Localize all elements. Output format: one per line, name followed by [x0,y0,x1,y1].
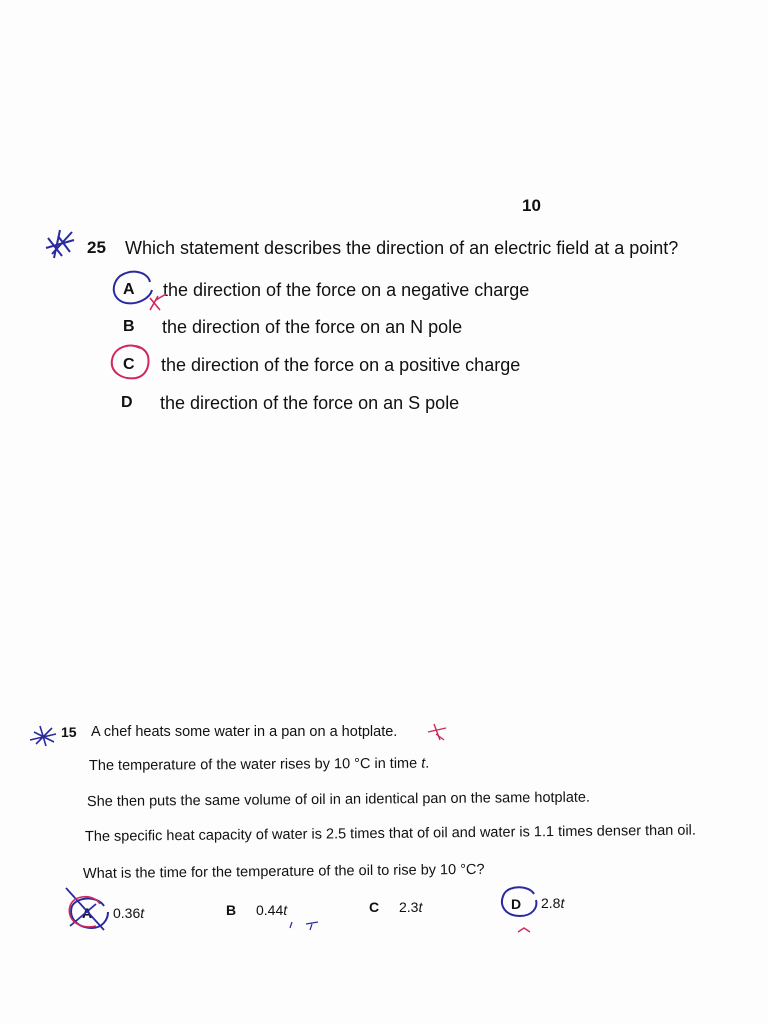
answer-a-letter: A [82,905,93,921]
question-15-line-5: What is the time for the temperature of the oil to rise by 10 °C? [82,861,485,882]
question-25-number: 25 [87,238,106,257]
option-c-text: the direction of the force on a positive charge [161,355,521,375]
option-d-letter: D [121,394,133,411]
option-d-text: the direction of the force on an S pole [160,393,460,413]
option-c-letter: C [123,356,135,373]
answer-c-value: 2.3t [399,899,423,915]
q15-red-doodle [428,724,446,740]
answer-b-letter: B [226,902,237,918]
q15-star-doodle [30,726,56,746]
tick-under-answer-b-mark [290,922,318,930]
answer-b-value: 0.44t [256,902,288,918]
answer-d-value: 2.8t [541,895,565,911]
page-number: 10 [522,196,541,215]
question-25-stem: Which statement describes the direction of an electric field at a point? [125,238,679,258]
question-15-line-2: The temperature of the water rises by 10 °C in time t. [88,755,430,774]
option-b-letter: B [123,318,135,335]
answer-a-value: 0.36t [113,905,145,921]
option-b-text: the direction of the force on an N pole [162,317,463,337]
answer-d-letter: D [511,896,522,912]
option-a-letter: A [123,281,135,298]
question-15-line-3: She then puts the same volume of oil in an identical pan on the same hotplate. [86,789,591,810]
question-15-line-4: The specific heat capacity of water is 2.5 times that of oil and water is 1.1 times denser than oil. [84,822,696,845]
red-mark-under-answer-d [518,928,530,932]
question-15-number: 15 [61,724,77,740]
option-a-text: the direction of the force on a negative charge [163,280,530,300]
answer-c-letter: C [369,899,380,915]
q25-star-doodle [46,230,74,258]
question-15-line-1: A chef heats some water in a pan on a hotplate. [91,724,398,740]
